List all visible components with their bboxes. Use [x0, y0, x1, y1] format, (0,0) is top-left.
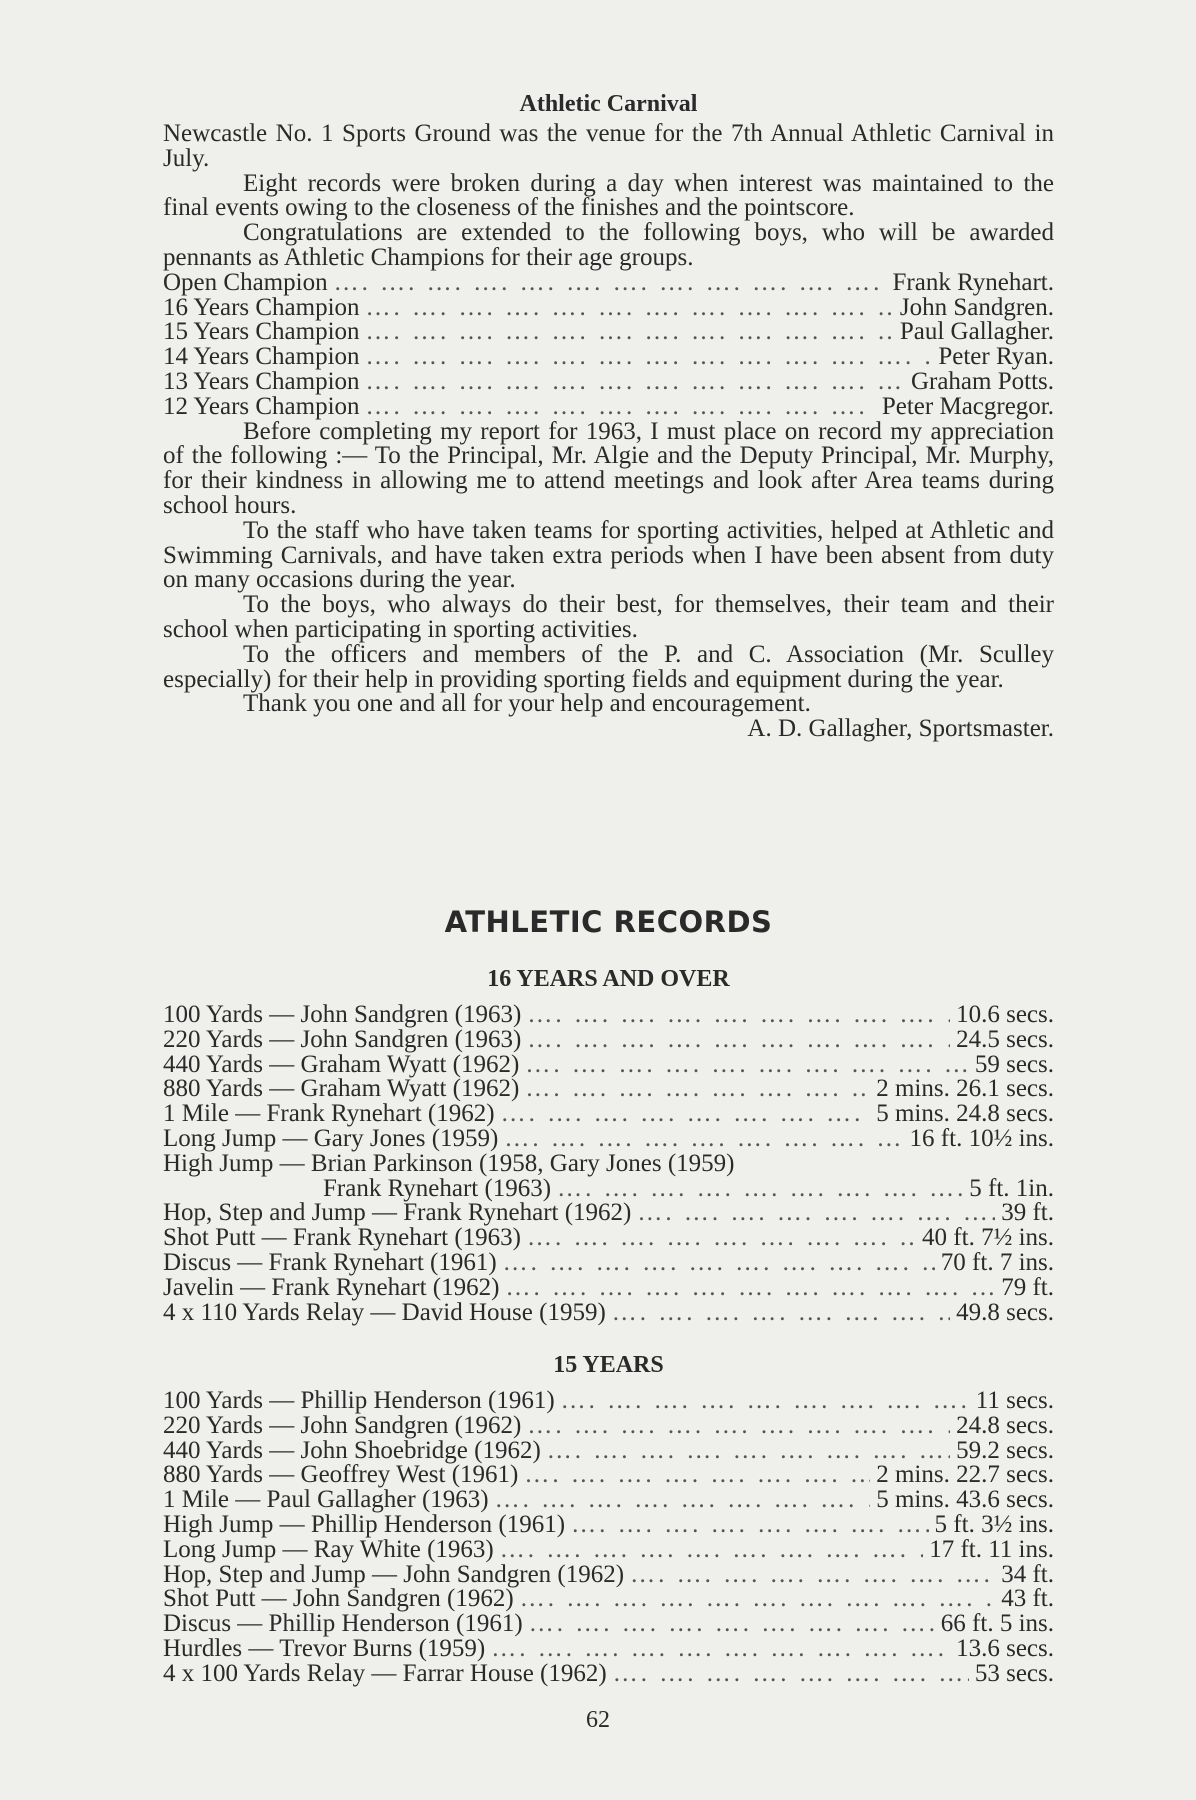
record-row-highjump: High Jump — Brian Parkinson (1958, Gary Jones (1959) — [163, 1149, 735, 1177]
record-row: Hurdles — Trevor Burns (1959) …. …. …. …. …. …. …. …. …. …. …. …. …. …. …. …. …. …. …. …. …. …. …. …. 13.6 secs. — [163, 1637, 1054, 1662]
carnival-paragraph-5: To the staff who have taken teams for sporting activities, helped at Athletic and Swimming Carnivals, and have taken extra periods when I have been absent from duty on many occasions during the year. — [163, 516, 1054, 594]
champion-row: Open Champion …. …. …. …. …. …. …. …. …. …. …. …. …. …. …. …. …. …. …. …. …. …. …. …. Frank Rynehart. — [163, 271, 1054, 296]
signature: A. D. Gallagher, Sportsmaster. — [747, 715, 1054, 743]
champion-row: 12 Years Champion …. …. …. …. …. …. …. …. …. …. …. …. …. …. …. …. …. …. …. …. …. …. …. …. Peter Macgregor. — [163, 395, 1054, 420]
champion-row: 14 Years Champion …. …. …. …. …. …. …. …. …. …. …. …. …. …. …. …. …. …. …. …. …. …. …. …. Peter Ryan. — [163, 345, 1054, 370]
record-row: Discus — Phillip Henderson (1961) …. …. …. …. …. …. …. …. …. …. …. …. …. …. …. …. …. …. …. …. …. …. …. …. 66 ft. 5 ins. — [163, 1612, 1054, 1637]
record-row: Hop, Step and Jump — Frank Rynehart (1962) …. …. …. …. …. …. …. …. …. …. …. …. …. …. …. …. …. …. …. …. …. …. …. …. 39 ft. — [163, 1201, 1054, 1226]
record-row: 1 Mile — Paul Gallagher (1963) …. …. …. …. …. …. …. …. …. …. …. …. …. …. …. …. …. …. …. …. …. …. …. …. 5 mins. 43.6 secs. — [163, 1488, 1054, 1513]
record-row: Hop, Step and Jump — John Sandgren (1962) …. …. …. …. …. …. …. …. …. …. …. …. …. …. …. …. …. …. …. …. …. …. …. …. 34 ft. — [163, 1563, 1054, 1588]
champion-row: 13 Years Champion …. …. …. …. …. …. …. …. …. …. …. …. …. …. …. …. …. …. …. …. …. …. …. …. Graham Potts. — [163, 370, 1054, 395]
champion-row: 15 Years Champion …. …. …. …. …. …. …. …. …. …. …. …. …. …. …. …. …. …. …. …. …. …. …. …. Paul Gallagher. — [163, 320, 1054, 345]
record-row: 4 x 100 Yards Relay — Farrar House (1962) …. …. …. …. …. …. …. …. …. …. …. …. …. …. …. …. …. …. …. …. …. …. …. …. 53 secs. — [163, 1662, 1054, 1687]
record-row: 4 x 110 Yards Relay — David House (1959) …. …. …. …. …. …. …. …. …. …. …. …. …. …. …. …. …. …. …. …. …. …. …. …. 49.8 secs. — [163, 1301, 1054, 1326]
record-row: 220 Yards — John Sandgren (1962) …. …. …. …. …. …. …. …. …. …. …. …. …. …. …. …. …. …. …. …. …. …. …. …. 24.8 secs. — [163, 1414, 1054, 1439]
record-row: 1 Mile — Frank Rynehart (1962) …. …. …. …. …. …. …. …. …. …. …. …. …. …. …. …. …. …. …. …. …. …. …. …. 5 mins. 24.8 secs. — [163, 1102, 1054, 1127]
champion-row: 16 Years Champion …. …. …. …. …. …. …. …. …. …. …. …. …. …. …. …. …. …. …. …. …. …. …. …. John Sandgren. — [163, 296, 1054, 321]
record-row: High Jump — Phillip Henderson (1961) …. …. …. …. …. …. …. …. …. …. …. …. …. …. …. …. …. …. …. …. …. …. …. …. 5 ft. 3½ ins. — [163, 1513, 1054, 1538]
record-row: 220 Yards — John Sandgren (1963) …. …. …. …. …. …. …. …. …. …. …. …. …. …. …. …. …. …. …. …. …. …. …. …. 24.5 secs. — [163, 1028, 1054, 1053]
record-row: Shot Putt — John Sandgren (1962) …. …. …. …. …. …. …. …. …. …. …. …. …. …. …. …. …. …. …. …. …. …. …. …. 43 ft. — [163, 1587, 1054, 1612]
carnival-paragraph-8: Thank you one and all for your help and encouragement. — [243, 690, 811, 718]
champions-list — [163, 268, 1054, 420]
page-number: 62 — [586, 1707, 610, 1733]
carnival-paragraph-2: Eight records were broken during a day when interest was maintained to the final events owing to the closeness of the finishes and the pointscore. — [163, 169, 1054, 222]
record-row: 440 Yards — John Shoebridge (1962) …. …. …. …. …. …. …. …. …. …. …. …. …. …. …. …. …. …. …. …. …. …. …. …. 59.2 secs. — [163, 1439, 1054, 1464]
group-16-title: 16 YEARS AND OVER — [487, 966, 730, 992]
carnival-paragraph-4: Before completing my report for 1963, I must place on record my appreciation of the following :— To the Principal, Mr. Algie and the Deputy Principal, Mr. Murphy, for their kindness in allowing me to attend meetings and look after Area teams during school hours. — [163, 417, 1054, 519]
record-row: 440 Yards — Graham Wyatt (1962) …. …. …. …. …. …. …. …. …. …. …. …. …. …. …. …. …. …. …. …. …. …. …. …. 59 secs. — [163, 1053, 1054, 1078]
record-row-highjump-cont: Frank Rynehart (1963) …. …. …. …. …. …. …. …. …. …. …. …. …. …. …. …. …. …. …. …. …. …. …. …. 5 ft. 1in. — [163, 1177, 1054, 1202]
group-15-title: 15 YEARS — [553, 1352, 664, 1378]
carnival-paragraph-1: Newcastle No. 1 Sports Ground was the venue for the 7th Annual Athletic Carnival in July. — [163, 120, 1054, 172]
carnival-title: Athletic Carnival — [519, 91, 698, 117]
record-row: Long Jump — Gary Jones (1959) …. …. …. …. …. …. …. …. …. …. …. …. …. …. …. …. …. …. …. …. …. …. …. …. 16 ft. 10½ ins. — [163, 1127, 1054, 1152]
record-row: Discus — Frank Rynehart (1961) …. …. …. …. …. …. …. …. …. …. …. …. …. …. …. …. …. …. …. …. …. …. …. …. 70 ft. 7 ins. — [163, 1251, 1054, 1276]
record-row: 100 Yards — Phillip Henderson (1961) …. …. …. …. …. …. …. …. …. …. …. …. …. …. …. …. …. …. …. …. …. …. …. …. 11 secs. — [163, 1389, 1054, 1414]
carnival-paragraph-7: To the officers and members of the P. and C. Association (Mr. Sculley especially) for their help in providing sporting fields and equipment during the year. — [163, 640, 1054, 693]
carnival-paragraph-3: Congratulations are extended to the following boys, who will be awarded pennants as Athletic Champions for their age groups. — [163, 219, 1054, 271]
record-row: Javelin — Frank Rynehart (1962) …. …. …. …. …. …. …. …. …. …. …. …. …. …. …. …. …. …. …. …. …. …. …. …. 79 ft. — [163, 1276, 1054, 1301]
group-16-records — [163, 1003, 1054, 1325]
record-row: 880 Yards — Geoffrey West (1961) …. …. …. …. …. …. …. …. …. …. …. …. …. …. …. …. …. …. …. …. …. …. …. …. 2 mins. 22.7 secs. — [163, 1463, 1054, 1488]
record-row: Shot Putt — Frank Rynehart (1963) …. …. …. …. …. …. …. …. …. …. …. …. …. …. …. …. …. …. …. …. …. …. …. …. 40 ft. 7½ ins. — [163, 1226, 1054, 1251]
record-row: Long Jump — Ray White (1963) …. …. …. …. …. …. …. …. …. …. …. …. …. …. …. …. …. …. …. …. …. …. …. …. 17 ft. 11 ins. — [163, 1538, 1054, 1563]
carnival-section — [163, 90, 1054, 742]
group-15-records — [163, 1389, 1054, 1687]
records-title: ATHLETIC RECORDS — [444, 905, 773, 939]
carnival-paragraph-6: To the boys, who always do their best, for themselves, their team and their school when participating in sporting activities. — [163, 591, 1054, 643]
record-row: 100 Yards — John Sandgren (1963) …. …. …. …. …. …. …. …. …. …. …. …. …. …. …. …. …. …. …. …. …. …. …. …. 10.6 secs. — [163, 1003, 1054, 1028]
record-row: 880 Yards — Graham Wyatt (1962) …. …. …. …. …. …. …. …. …. …. …. …. …. …. …. …. …. …. …. …. …. …. …. …. 2 mins. 26.1 secs. — [163, 1077, 1054, 1102]
